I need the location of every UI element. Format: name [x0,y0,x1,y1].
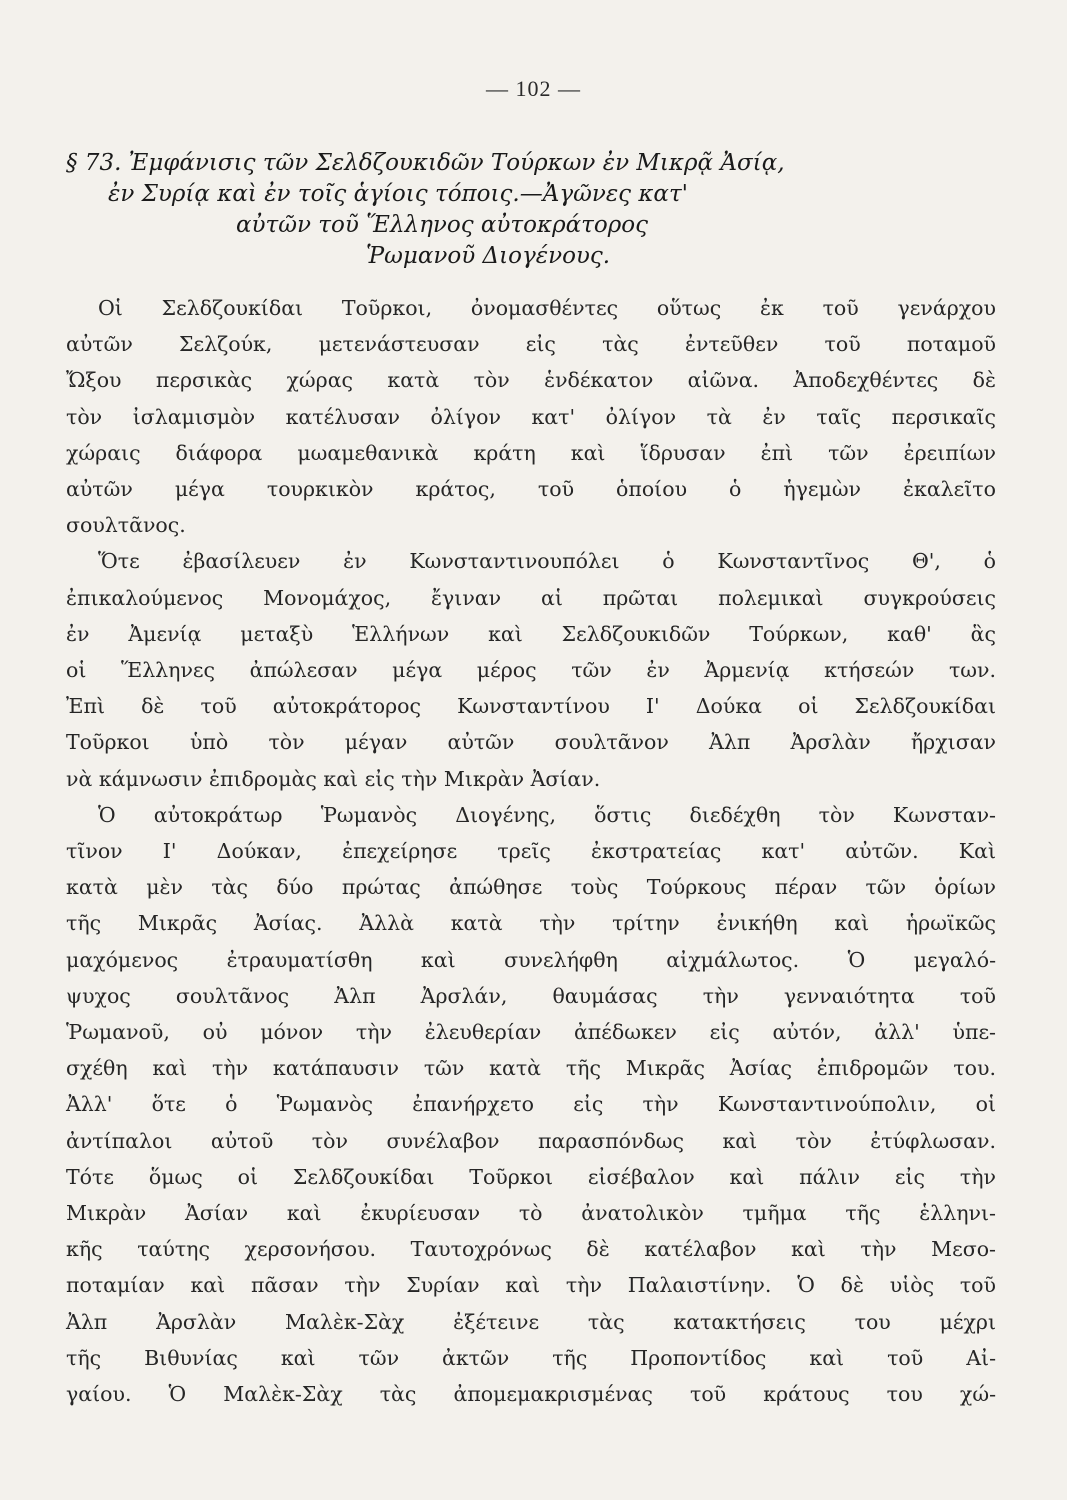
text-line: σχέθη καὶ τὴν κατάπαυσιν τῶν κατὰ τῆς Μικρᾶς Ἀσίας ἐπιδρομῶν του. [66,1056,996,1081]
section-heading [66,148,996,272]
text-line: Ἐπὶ δὲ τοῦ αὐτοκράτορος Κωνσταντίνου Ι' Δούκα οἱ Σελδζουκίδαι [66,694,996,719]
text-line: χώραις διάφορα μωαμεθανικὰ κράτη καὶ ἵδρυσαν ἐπὶ τῶν ἐρειπίων [66,440,996,465]
text-line: κατὰ μὲν τὰς δύο πρώτας ἀπώθησε τοὺς Τούρκους πέραν τῶν ὁρίων [66,875,996,900]
heading-line: αὐτῶν τοῦ Ἕλληνος αὐτοκράτορος [236,212,648,238]
heading-line: ἐν Συρίᾳ καὶ ἐν τοῖς ἁγίοις τόποις.—Ἀγῶνες κατ' [108,181,689,207]
text-line: αὐτῶν Σελζούκ, μετενάστευσαν εἰς τὰς ἐντεῦθεν τοῦ ποταμοῦ [66,332,996,357]
text-line: οἱ Ἕλληνες ἀπώλεσαν μέγα μέρος τῶν ἐν Ἀρμενίᾳ κτήσεών των. [66,658,996,683]
heading-line: Ῥωμανοῦ Διογένους. [366,243,611,269]
text-line: Ὤξου περσικὰς χώρας κατὰ τὸν ἑνδέκατον αἰῶνα. Ἀποδεχθέντες δὲ [66,368,996,393]
text-line: τὸν ἰσλαμισμὸν κατέλυσαν ὀλίγον κατ' ὀλίγον τὰ ἐν ταῖς περσικαῖς [66,404,996,429]
text-line: Ὁ αὐτοκράτωρ Ῥωμανὸς Διογένης, ὅστις διεδέχθη τὸν Κωνσταν- [98,802,996,827]
text-line: ἐπικαλούμενος Μονομάχος, ἔγιναν αἱ πρῶται πολεμικαὶ συγκρούσεις [66,585,996,610]
text-line: Ὅτε ἐβασίλευεν ἐν Κωνσταντινουπόλει ὁ Κωνσταντῖνος Θ', ὁ [98,549,996,574]
body-text [66,290,996,1412]
text-line: ποταμίαν καὶ πᾶσαν τὴν Συρίαν καὶ τὴν Παλαιστίνην. Ὁ δὲ υἱὸς τοῦ [66,1273,996,1298]
paragraph [66,543,996,796]
text-line: Ἀλπ Ἀρσλὰν Μαλὲκ-Σὰχ ἐξέτεινε τὰς κατακτήσεις του μέχρι [66,1309,996,1334]
text-line: Τοῦρκοι ὑπὸ τὸν μέγαν αὐτῶν σουλτᾶνον Ἀλπ Ἀρσλὰν ἤρχισαν [66,730,996,755]
text-line: τῖνον Ι' Δούκαν, ἐπεχείρησε τρεῖς ἐκστρατείας κατ' αὐτῶν. Καὶ [66,839,996,864]
paragraph [66,290,996,543]
text-line: τῆς Μικρᾶς Ἀσίας. Ἀλλὰ κατὰ τὴν τρίτην ἐνικήθη καὶ ἡρωϊκῶς [66,911,996,936]
text-line: αὐτῶν μέγα τουρκικὸν κράτος, τοῦ ὁποίου ὁ ἡγεμὼν ἐκαλεῖτο [66,477,996,502]
text-line: ἐν Ἀμενίᾳ μεταξὺ Ἑλλήνων καὶ Σελδζουκιδῶν Τούρκων, καθ' ἃς [66,621,996,646]
paragraph [66,797,996,1412]
text-line: τῆς Βιθυνίας καὶ τῶν ἀκτῶν τῆς Προποντίδος καὶ τοῦ Αἰ- [66,1345,996,1370]
text-line: σουλτᾶνος. [66,513,186,538]
text-line: Τότε ὅμως οἱ Σελδζουκίδαι Τοῦρκοι εἰσέβαλον καὶ πάλιν εἰς τὴν [66,1164,996,1189]
text-line: νὰ κάμνωσιν ἐπιδρομὰς καὶ εἰς τὴν Μικρὰν Ἀσίαν. [66,766,601,791]
text-line: Μικρὰν Ἀσίαν καὶ ἐκυρίευσαν τὸ ἀνατολικὸν τμῆμα τῆς ἑλληνι- [66,1201,996,1226]
text-line: ψυχος σουλτᾶνος Ἀλπ Ἀρσλάν, θαυμάσας τὴν γενναιότητα τοῦ [66,983,996,1008]
text-line: γαίου. Ὁ Μαλὲκ-Σὰχ τὰς ἀπομεμακρισμένας τοῦ κράτους του χώ- [66,1382,996,1407]
heading-line: § 73. Ἐμφάνισις τῶν Σελδζουκιδῶν Τούρκων ἐν Μικρᾷ Ἀσίᾳ, [66,150,785,176]
text-line: ἀντίπαλοι αὐτοῦ τὸν συνέλαβον παρασπόνδως καὶ τὸν ἐτύφλωσαν. [66,1128,996,1153]
text-line: μαχόμενος ἐτραυματίσθη καὶ συνελήφθη αἰχμάλωτος. Ὁ μεγαλό- [66,947,996,972]
page-number: — 102 — [486,76,581,101]
text-line: Οἱ Σελδζουκίδαι Τοῦρκοι, ὀνομασθέντες οὕτως ἐκ τοῦ γενάρχου [98,296,996,320]
text-line: Ἀλλ' ὅτε ὁ Ῥωμανὸς ἐπανήρχετο εἰς τὴν Κωνσταντινούπολιν, οἱ [66,1092,996,1117]
text-line: Ῥωμανοῦ, οὐ μόνον τὴν ἐλευθερίαν ἀπέδωκεν εἰς αὐτόν, ἀλλ' ὑπε- [66,1020,996,1045]
text-line: κῆς ταύτης χερσονήσου. Ταυτοχρόνως δὲ κατέλαβον καὶ τὴν Μεσο- [66,1237,996,1262]
